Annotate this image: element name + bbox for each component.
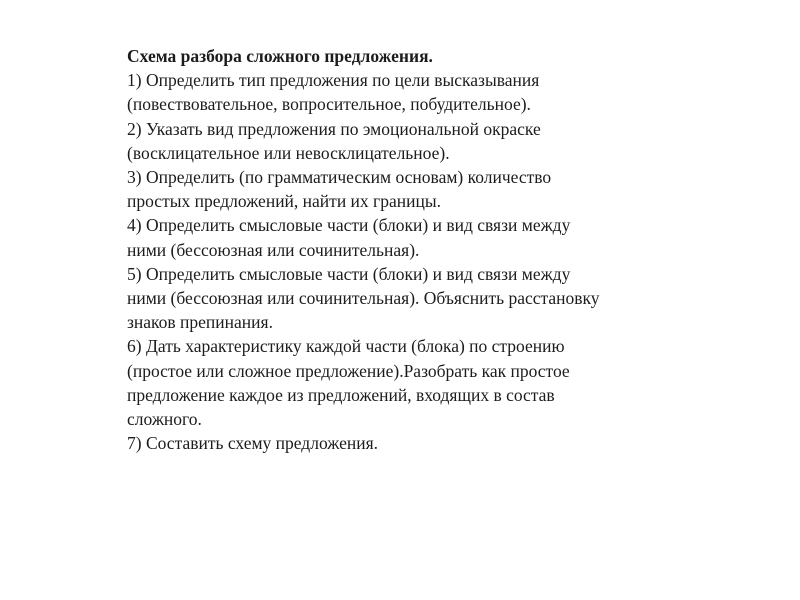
text-line: (повествовательное, вопросительное, побудительное). (127, 94, 531, 115)
text-line: 1) Определить тип предложения по цели высказывания (127, 70, 540, 91)
text-line: ними (бессоюзная или сочинительная). (127, 239, 420, 260)
text-line: знаков препинания. (127, 312, 273, 333)
text-line: 3) Определить (по грамматическим основам) количество (127, 167, 552, 188)
text-line: простых предложений, найти их границы. (127, 191, 441, 212)
text-block (127, 44, 687, 455)
document-title: Схема разбора сложного предложения. (127, 46, 433, 66)
text-line: (восклицательное или невосклицательное). (127, 142, 450, 163)
text-line: ними (бессоюзная или сочинительная). Объяснить расстановку (127, 288, 600, 309)
text-line: 4) Определить смысловые части (блоки) и вид связи между (127, 215, 571, 236)
text-line: предложение каждое из предложений, входящих в состав (127, 384, 555, 405)
text-line: (простое или сложное предложение).Разобрать как простое (127, 360, 570, 381)
text-line: 6) Дать характеристику каждой части (блока) по строению (127, 336, 565, 357)
text-line: 5) Определить смысловые части (блоки) и вид связи между (127, 263, 571, 284)
text-line: сложного. (127, 409, 202, 430)
text-line: 7) Составить схему предложения. (127, 433, 379, 454)
text-line: 2) Указать вид предложения по эмоциональной окраске (127, 118, 541, 139)
